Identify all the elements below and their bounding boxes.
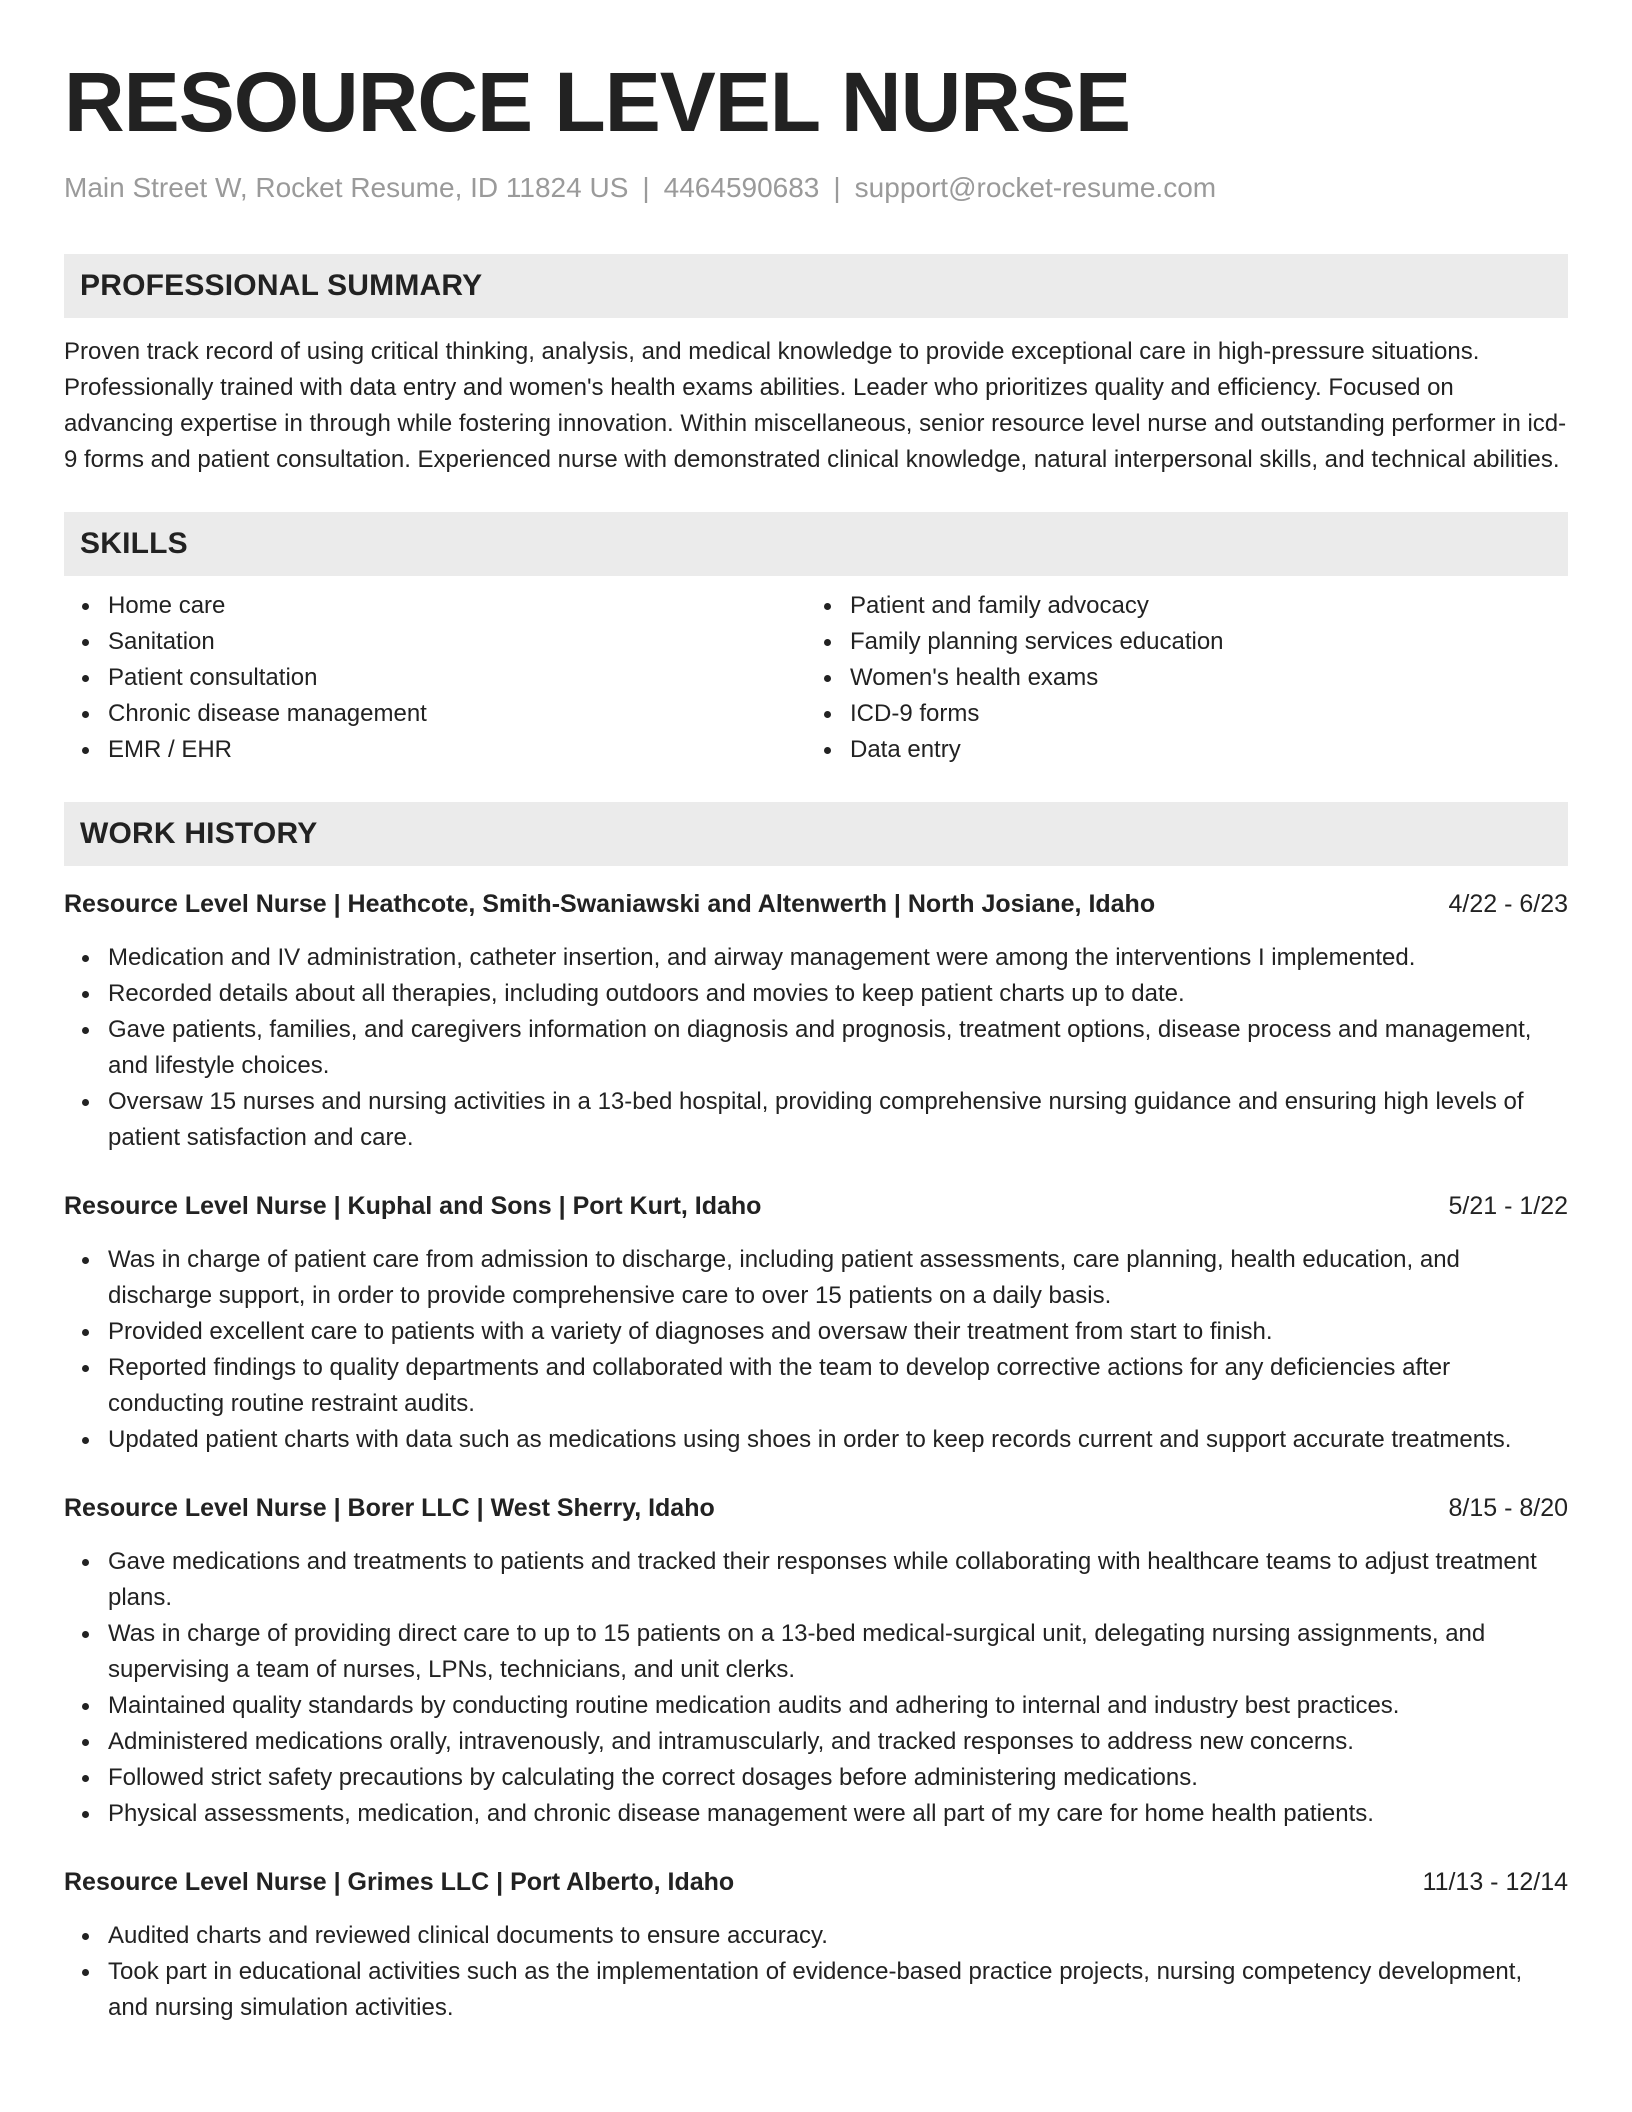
skill-item: Women's health exams [806, 660, 1548, 696]
job-dates: 4/22 - 6/23 [1448, 890, 1568, 918]
job-header [64, 1490, 1568, 1526]
job-bullet: Gave patients, families, and caregivers information on diagnosis and prognosis, treatment options, disease process and management, and lifestyle choices. [64, 1012, 1568, 1084]
job-bullet: Was in charge of providing direct care to up to 15 patients on a 13-bed medical-surgical unit, delegating nursing assignments, and supervising a team of nurses, LPNs, technicians, and unit clerks. [64, 1616, 1568, 1688]
job-header [64, 1864, 1568, 1900]
job-bullets [64, 1544, 1568, 1832]
job-bullet: Took part in educational activities such as the implementation of evidence-based practice projects, nursing competency development, and nursing simulation activities. [64, 1954, 1568, 2026]
section-heading-work-history: WORK HISTORY [64, 802, 1568, 866]
job-bullet: Provided excellent care to patients with a variety of diagnoses and oversaw their treatment from start to finish. [64, 1314, 1568, 1350]
job-bullet: Maintained quality standards by conducting routine medication audits and adhering to internal and industry best practices. [64, 1688, 1568, 1724]
job-dates: 5/21 - 1/22 [1448, 1192, 1568, 1220]
job-bullet: Physical assessments, medication, and chronic disease management were all part of my care for home health patients. [64, 1796, 1568, 1832]
skills-column-left [64, 588, 806, 768]
job-bullet: Recorded details about all therapies, including outdoors and movies to keep patient charts up to date. [64, 976, 1568, 1012]
job-bullet: Oversaw 15 nurses and nursing activities in a 13-bed hospital, providing comprehensive nursing guidance and ensuring high levels of patient satisfaction and care. [64, 1084, 1568, 1156]
section-heading-summary: PROFESSIONAL SUMMARY [64, 254, 1568, 318]
job-bullet: Medication and IV administration, catheter insertion, and airway management were among the interventions I implemented. [64, 940, 1568, 976]
skill-item: Home care [64, 588, 806, 624]
skill-item: Data entry [806, 732, 1548, 768]
job-entry [64, 1490, 1568, 1832]
job-dates: 11/13 - 12/14 [1422, 1868, 1568, 1896]
skill-item: ICD-9 forms [806, 696, 1548, 732]
job-header [64, 1188, 1568, 1224]
candidate-name: RESOURCE LEVEL NURSE [64, 55, 1130, 149]
contact-separator: | [833, 172, 841, 203]
job-title: Resource Level Nurse | Grimes LLC | Port Alberto, Idaho [64, 1868, 735, 1896]
job-title: Resource Level Nurse | Heathcote, Smith-Swaniawski and Altenwerth | North Josiane, Idaho [64, 890, 1156, 918]
summary-text: Proven track record of using critical thinking, analysis, and medical knowledge to provide exceptional care in high-pressure situations. Professionally trained with data entry and women's health exams abilities. Leader who prioritizes quality and efficiency. Focused on advancing expertise in through while fostering innovation. Within miscellaneous, senior resource level nurse and outstanding performer in icd-9 forms and patient consultation. Experienced nurse with demonstrated clinical knowledge, natural interpersonal skills, and technical abilities. [64, 338, 1567, 473]
skill-item: Patient consultation [64, 660, 806, 696]
job-bullets [64, 940, 1568, 1156]
job-dates: 8/15 - 8/20 [1448, 1494, 1568, 1522]
job-bullets [64, 1242, 1568, 1458]
job-entry [64, 886, 1568, 1156]
job-bullet: Gave medications and treatments to patients and tracked their responses while collaborating with healthcare teams to adjust treatment plans. [64, 1544, 1568, 1616]
skills-grid [64, 588, 1568, 768]
job-title: Resource Level Nurse | Kuphal and Sons | Port Kurt, Idaho [64, 1192, 762, 1220]
job-bullet: Audited charts and reviewed clinical documents to ensure accuracy. [64, 1918, 1568, 1954]
contact-email: support@rocket-resume.com [854, 172, 1217, 203]
skill-item: EMR / EHR [64, 732, 806, 768]
skills-column-right [806, 588, 1548, 768]
job-bullet: Was in charge of patient care from admission to discharge, including patient assessments, care planning, health education, and discharge support, in order to provide comprehensive care to over 15 patients on a daily basis. [64, 1242, 1568, 1314]
skill-item: Chronic disease management [64, 696, 806, 732]
job-bullet: Reported findings to quality departments and collaborated with the team to develop corrective actions for any deficiencies after conducting routine restraint audits. [64, 1350, 1568, 1422]
job-bullet: Updated patient charts with data such as medications using shoes in order to keep records current and support accurate treatments. [64, 1422, 1568, 1458]
job-entry [64, 1188, 1568, 1458]
skill-item: Patient and family advocacy [806, 588, 1548, 624]
job-header [64, 886, 1568, 922]
skill-item: Family planning services education [806, 624, 1548, 660]
section-heading-skills: SKILLS [64, 512, 1568, 576]
skill-item: Sanitation [64, 624, 806, 660]
job-bullet: Administered medications orally, intravenously, and intramuscularly, and tracked responses to address new concerns. [64, 1724, 1568, 1760]
job-title: Resource Level Nurse | Borer LLC | West Sherry, Idaho [64, 1494, 715, 1522]
job-bullet: Followed strict safety precautions by calculating the correct dosages before administering medications. [64, 1760, 1568, 1796]
contact-line [64, 172, 1568, 204]
job-bullets [64, 1918, 1568, 2026]
contact-phone: 4464590683 [663, 172, 820, 203]
job-entry [64, 1864, 1568, 2026]
contact-address: Main Street W, Rocket Resume, ID 11824 US [64, 172, 629, 203]
contact-separator: | [642, 172, 650, 203]
